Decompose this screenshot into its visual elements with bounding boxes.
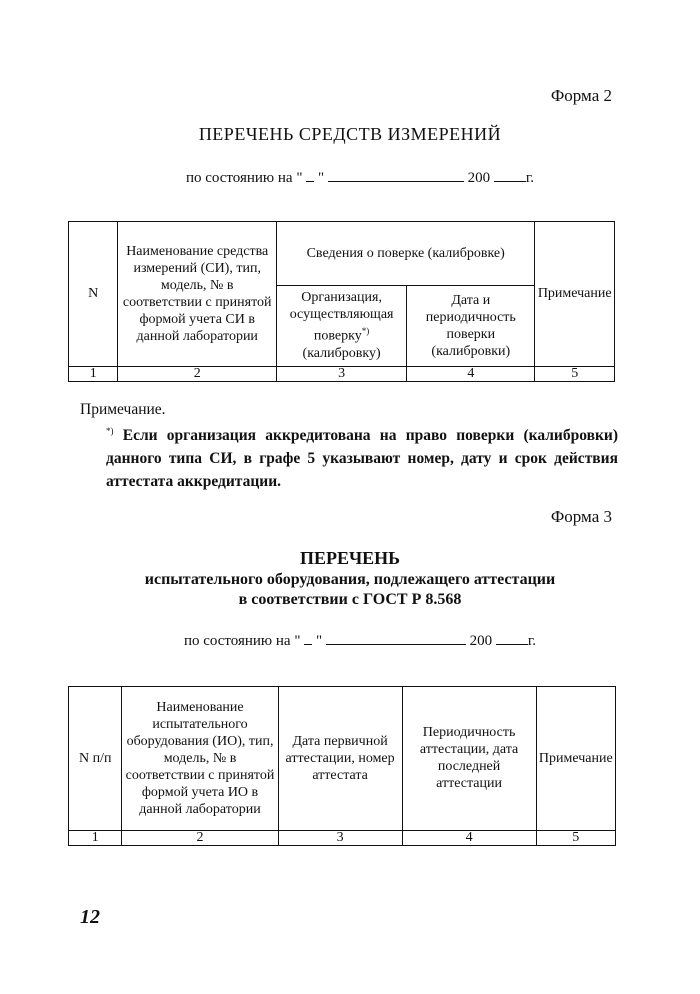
form3-status-line bbox=[0, 633, 700, 650]
status-quote: " bbox=[315, 633, 323, 649]
col-n-header: N п/п bbox=[69, 687, 122, 831]
col-number: 4 bbox=[402, 830, 536, 845]
status-prefix: по состоянию на " bbox=[183, 633, 301, 649]
col-n-header: N bbox=[69, 222, 118, 367]
form2-label: Форма 2 bbox=[550, 86, 612, 105]
day-blank bbox=[306, 181, 314, 182]
col-number: 5 bbox=[536, 830, 615, 845]
col-org-header bbox=[276, 285, 406, 366]
col-first-attestation-header: Дата первичной аттестации, номер аттестата bbox=[278, 687, 402, 831]
col-name-header: Наименование испытательного оборудования (ИО), тип, модель, № в соответствии с принятой формой учета ИО в данной лаборатории bbox=[122, 687, 278, 831]
col-number: 4 bbox=[407, 366, 535, 381]
col-name-header: Наименование средства измерений (СИ), тип, модель, № в соответствии с принятой формой учета СИ в данной лаборатории bbox=[118, 222, 277, 367]
page-number: 12 bbox=[80, 906, 100, 928]
year-blank bbox=[494, 181, 526, 182]
footnote-mark: *) bbox=[106, 426, 114, 436]
col-date-header: Дата и периодичность поверки (калибровки) bbox=[407, 285, 535, 366]
col-note-header: Примечание bbox=[535, 222, 615, 367]
month-blank bbox=[328, 181, 464, 182]
col-number: 2 bbox=[122, 830, 278, 845]
form3-subtitle-2: в соответствии с ГОСТ Р 8.568 bbox=[238, 591, 462, 608]
day-blank bbox=[304, 644, 312, 645]
col-number: 3 bbox=[276, 366, 406, 381]
form2-note-heading: Примечание. bbox=[80, 401, 166, 418]
form2-title: ПЕРЕЧЕНЬ СРЕДСТВ ИЗМЕРЕНИЙ bbox=[198, 124, 502, 144]
status-prefix: по состоянию на " bbox=[185, 170, 303, 186]
month-blank bbox=[326, 644, 466, 645]
col-number: 5 bbox=[535, 366, 615, 381]
col-number: 3 bbox=[278, 830, 402, 845]
col-note-header: Примечание bbox=[536, 687, 615, 831]
year-blank bbox=[496, 644, 528, 645]
col-number: 1 bbox=[69, 830, 122, 845]
footnote-mark: *) bbox=[361, 326, 370, 337]
form3-table bbox=[68, 686, 616, 846]
col-org-text: Организация, осуществляющая поверку bbox=[289, 290, 394, 345]
status-suffix: г. bbox=[525, 170, 535, 186]
col-number: 2 bbox=[118, 366, 277, 381]
form3-title: ПЕРЕЧЕНЬ bbox=[299, 548, 401, 568]
status-quote: " bbox=[317, 170, 325, 186]
form2-status-line bbox=[0, 170, 700, 187]
status-year: 200 bbox=[467, 170, 491, 186]
form3-subtitle-1: испытательного оборудования, подлежащего аттестации bbox=[144, 571, 556, 588]
note-body: Если организация аккредитована на право поверки (калибровки) данного типа СИ, в графе 5 указывают номер, дату и срок действия аттестата аккредитации. bbox=[106, 427, 618, 491]
form3-label: Форма 3 bbox=[550, 507, 612, 526]
form2-note-text bbox=[106, 420, 618, 493]
status-year: 200 bbox=[469, 633, 493, 649]
form2-table bbox=[68, 221, 615, 382]
col-org-tail: (калибровку) bbox=[302, 346, 381, 362]
col-verification-header: Сведения о поверке (калибровке) bbox=[276, 222, 534, 286]
status-suffix: г. bbox=[527, 633, 537, 649]
col-number: 1 bbox=[69, 366, 118, 381]
col-periodicity-header: Периодичность аттестации, дата последней аттестации bbox=[402, 687, 536, 831]
